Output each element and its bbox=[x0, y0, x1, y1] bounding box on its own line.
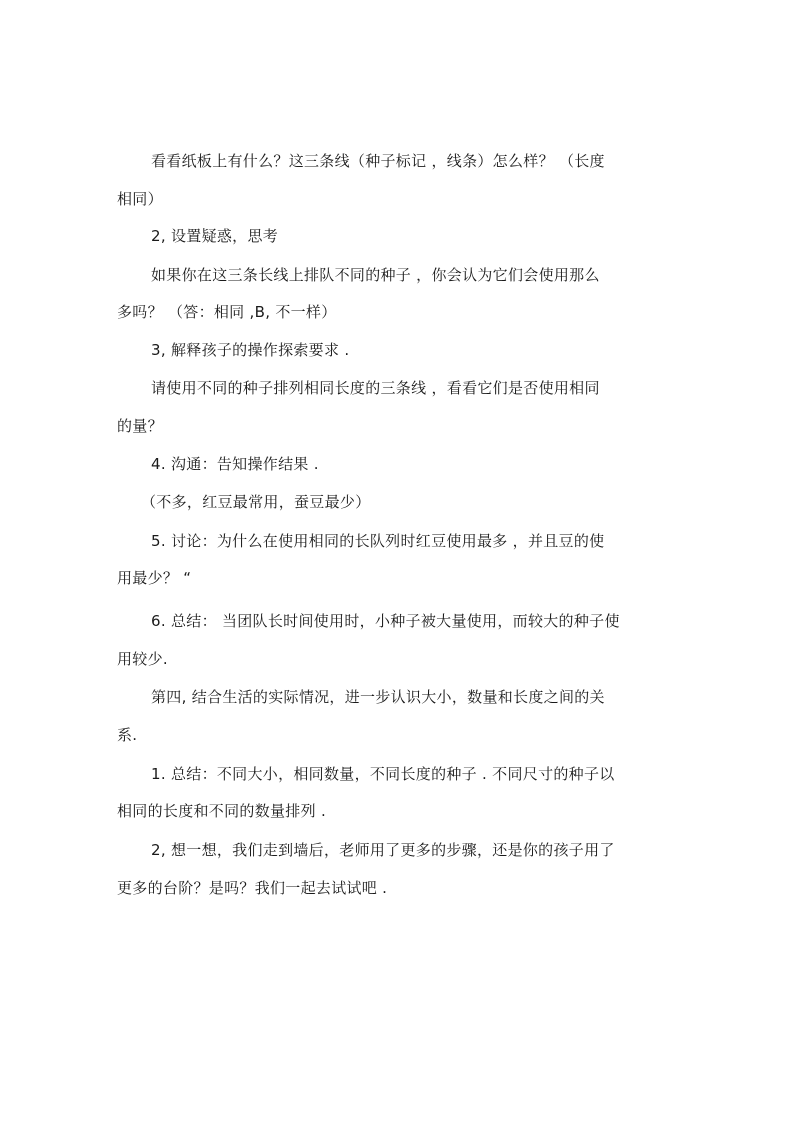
text-line: 用最少？ “ bbox=[117, 569, 192, 587]
text-line: 3, 解释孩子的操作探索要求 . bbox=[151, 341, 350, 359]
text-line: 2, 想一想，我们走到墙后，老师用了更多的步骤，还是你的孩子用了 bbox=[151, 841, 615, 859]
text-line: 如果你在这三条长线上排队不同的种子 ，你会认为它们会使用那么 bbox=[151, 266, 600, 284]
text-line: 用较少. bbox=[117, 650, 168, 668]
text-line: 1. 总结：不同大小，相同数量，不同长度的种子 . 不同尺寸的种子以 bbox=[151, 765, 615, 783]
text-line: 请使用不同的种子排列相同长度的三条线 ，看看它们是否使用相同 bbox=[151, 379, 600, 397]
text-line: 看看纸板上有什么？这三条线（种子标记 ，线条）怎么样？ （长度 bbox=[151, 152, 605, 170]
text-line: 多吗？ （答：相同 ,B, 不一样） bbox=[117, 303, 337, 321]
text-line: 4. 沟通：告知操作结果 . bbox=[151, 455, 319, 473]
text-line: 6. 总结： 当团队长时间使用时，小种子被大量使用，而较大的种子使 bbox=[151, 612, 620, 630]
text-line: 系. bbox=[117, 726, 138, 744]
text-line: 2, 设置疑惑，思考 bbox=[151, 227, 279, 245]
text-line: 相同） bbox=[117, 190, 163, 208]
text-line: 第四, 结合生活的实际情况，进一步认识大小，数量和长度之间的关 bbox=[151, 688, 605, 706]
text-line: 相同的长度和不同的数量排列 . bbox=[117, 802, 327, 820]
text-line: 5. 讨论：为什么在使用相同的长队列时红豆使用最多 ，并且豆的使 bbox=[151, 532, 605, 550]
text-line: 的量？ bbox=[117, 417, 163, 435]
text-line: （不多，红豆最常用，蚕豆最少） bbox=[141, 493, 371, 511]
text-line: 更多的台阶？是吗？我们一起去试试吧 . bbox=[117, 879, 388, 897]
